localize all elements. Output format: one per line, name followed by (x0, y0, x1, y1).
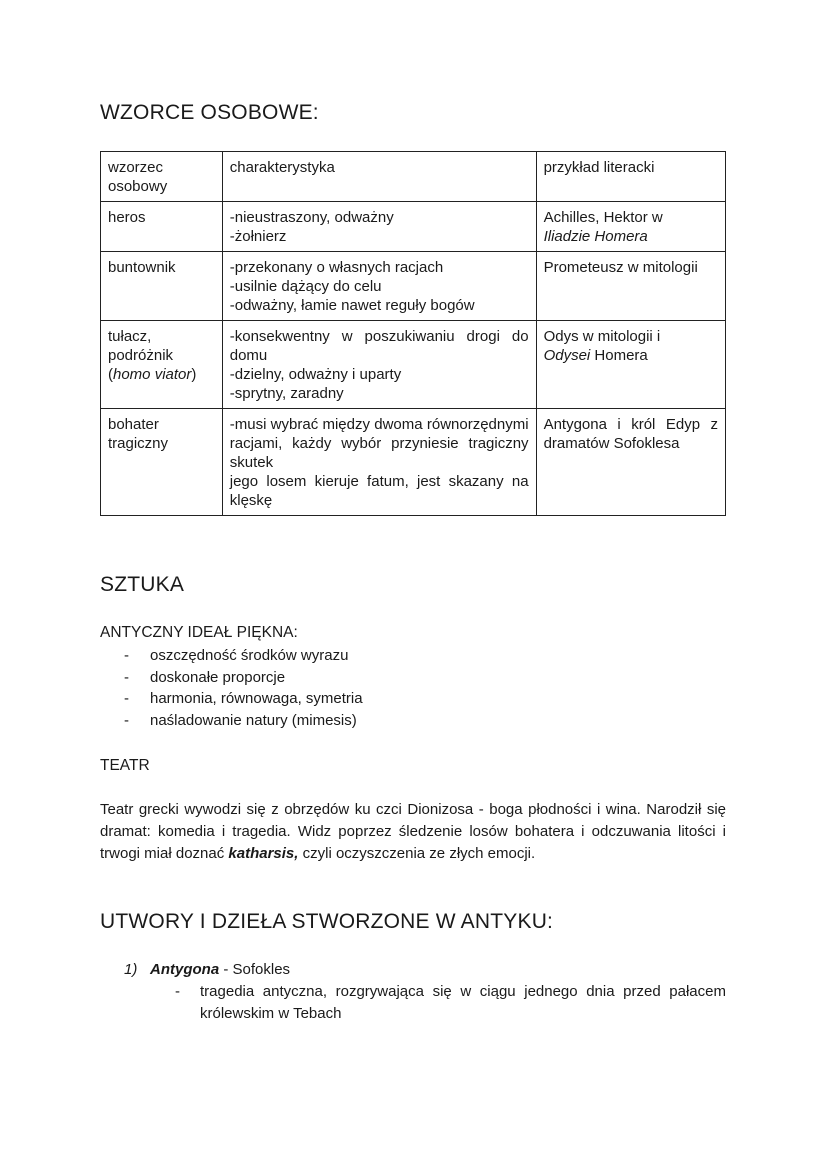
trait-line: -nieustraszony, odważny (229, 209, 394, 226)
list-item: - naśladowanie natury (mimesis) (124, 710, 363, 732)
example-text: Odys w mitologii i (543, 328, 661, 345)
trait-line: -konsekwentny w poszukiwaniu drogi do domu (229, 328, 529, 364)
item-number: 1) (124, 961, 138, 978)
table-header-row (101, 152, 726, 202)
subsection-title-theatre: TEATR (100, 757, 150, 774)
model-traits (222, 252, 536, 321)
example-italic-text: Odysei (543, 347, 591, 364)
header-cell-model: wzorzec osobowy (101, 152, 223, 202)
example-text: Antygona i król Edyp z dramatów Sofoklesa (543, 416, 718, 452)
dash-marker: - (175, 983, 180, 1000)
section-title-persona-models: WZORCE OSOBOWE: (100, 101, 319, 124)
model-name (101, 321, 223, 409)
model-example (536, 252, 725, 321)
table-row (101, 409, 726, 516)
section-title-works: UTWORY I DZIEŁA STWORZONE W ANTYKU: (100, 910, 554, 933)
work-item-heading (124, 959, 290, 981)
model-name: buntownik (101, 252, 223, 321)
example-italic-text: Iliadzie Homera (543, 228, 648, 245)
subsection-title-beauty-ideal: ANTYCZNY IDEAŁ PIĘKNA: (100, 624, 298, 641)
model-name: heros (101, 202, 223, 252)
list-item: - doskonałe proporcje (124, 667, 363, 689)
section-title-art: SZTUKA (100, 573, 185, 596)
trait-line: -musi wybrać między dwoma równorzędnymi racjami, każdy wybór przyniesie tragiczny skutek (229, 416, 529, 471)
trait-line: -żołnierz (229, 228, 287, 245)
example-second-line (544, 346, 718, 365)
katharsis-term: katharsis, (228, 845, 299, 862)
model-example (536, 409, 725, 516)
header-cell-example: przykład literacki (536, 152, 725, 202)
example-text: Prometeusz w mitologii (543, 259, 698, 276)
work-author: - Sofokles (223, 961, 291, 978)
table-row (101, 202, 726, 252)
header-cell-traits: charakterystyka (222, 152, 536, 202)
model-traits (222, 321, 536, 409)
theatre-paragraph (100, 799, 726, 865)
model-traits (222, 202, 536, 252)
model-name: bohater tragiczny (101, 409, 223, 516)
trait-line: -usilnie dążący do celu (229, 278, 382, 295)
trait-line: -sprytny, zaradny (229, 385, 344, 402)
model-name-latin: (homo viator) (108, 366, 197, 383)
trait-line: -przekonany o własnych racjach (229, 259, 444, 276)
trait-line: jego losem kieruje fatum, jest skazany na klęskę (229, 473, 529, 509)
work-title: Antygona (150, 961, 220, 978)
trait-line: -odważny, łamie nawet reguły bogów (229, 297, 475, 314)
model-example (536, 202, 725, 252)
persona-models-table (100, 151, 726, 516)
work-detail-text: tragedia antyczna, rozgrywająca się w ciągu jednego dnia przed pałacem królewskim w Tebach (200, 983, 726, 1022)
table-row (101, 321, 726, 409)
work-detail (175, 981, 726, 1025)
theatre-text: Teatr grecki wywodzi się z obrzędów ku czci Dionizosa - boga płodności i wina. Narodził się dramat: komedia i tragedia. Widz poprzez śledzenie losów bohatera i odczuwania litości i trwogi miał doznać (100, 801, 726, 862)
model-example (536, 321, 725, 409)
trait-line: -dzielny, odważny i uparty (229, 366, 402, 383)
theatre-text-end: czyli oczyszczenia ze złych emocji. (302, 845, 536, 862)
table-row (101, 252, 726, 321)
list-item: - harmonia, równowaga, symetria (124, 688, 363, 710)
beauty-ideal-list (124, 645, 363, 731)
latin-term: homo viator (113, 366, 192, 383)
list-item: - oszczędność środków wyrazu (124, 645, 363, 667)
model-name-text: tułacz, podróżnik (108, 328, 174, 364)
model-traits (222, 409, 536, 516)
example-text: Achilles, Hektor w (543, 209, 663, 226)
example-suffix: Homera (594, 347, 648, 364)
